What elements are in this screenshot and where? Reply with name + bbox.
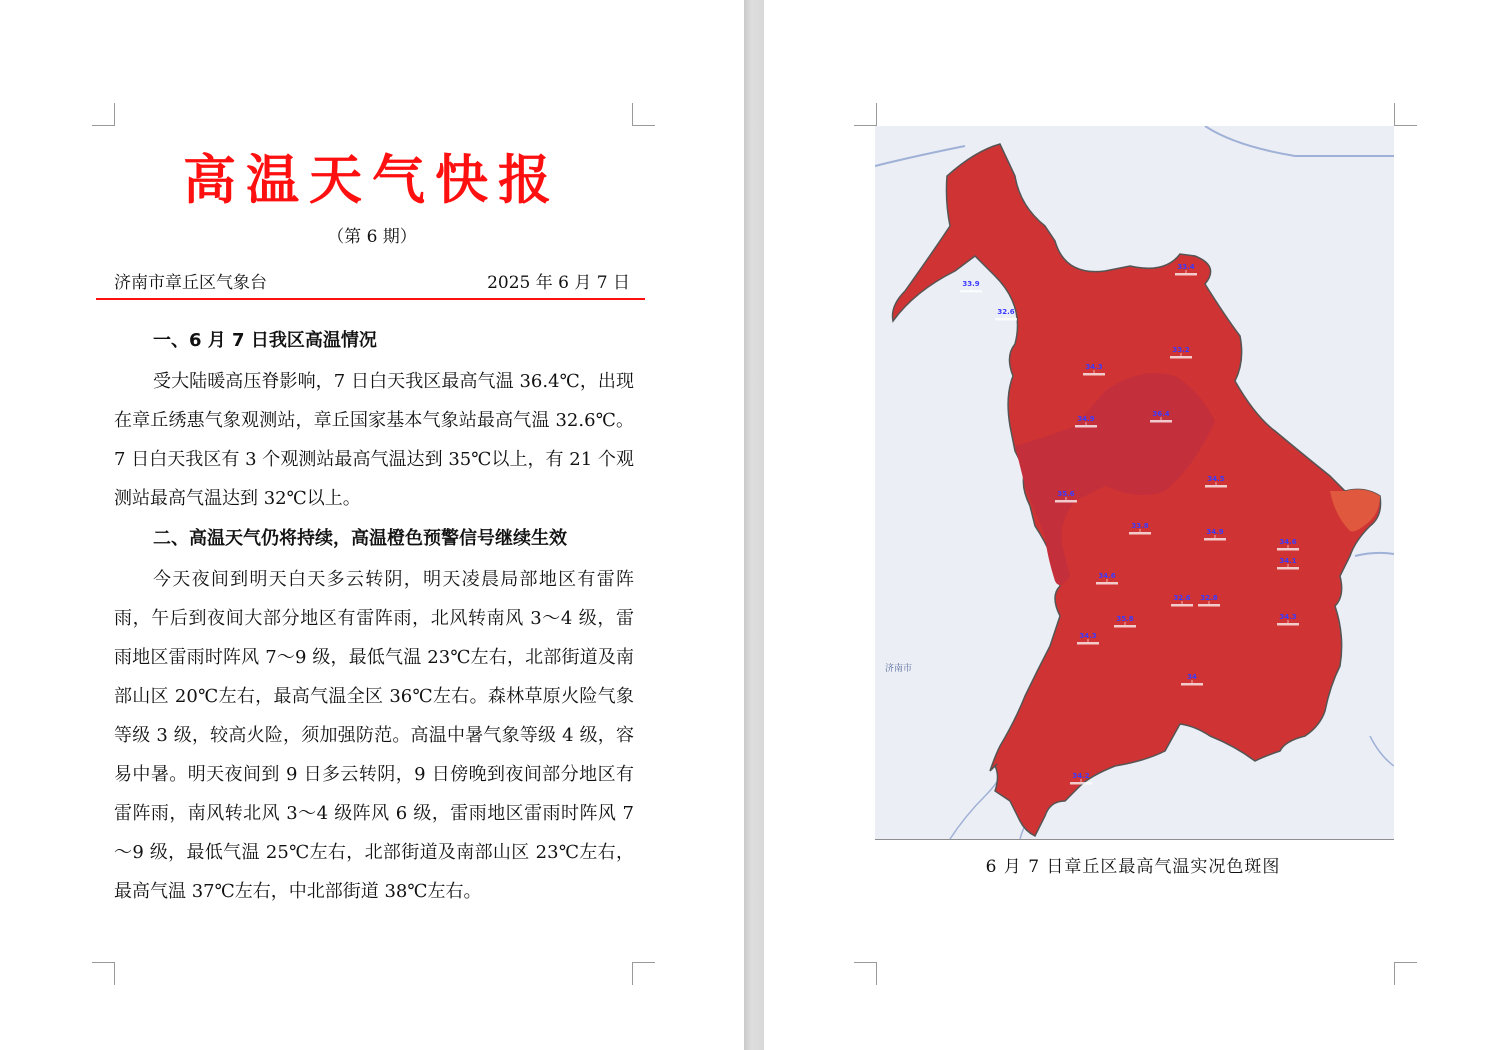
station-marker — [1075, 415, 1097, 428]
station-name-mark — [1277, 623, 1299, 626]
station-value: 33.9 — [962, 280, 980, 288]
page-right — [764, 0, 1502, 1050]
station-name-mark — [1198, 604, 1220, 607]
station-name-mark — [1175, 273, 1197, 276]
station-value: 34.6 — [1098, 572, 1116, 580]
bulletin-body — [114, 320, 634, 911]
river-line — [875, 146, 965, 166]
station-value: 33.8 — [1131, 522, 1149, 530]
map-caption: 6 月 7 日章丘区最高气温实况色斑图 — [985, 857, 1281, 877]
station-name-mark — [1150, 420, 1172, 423]
crop-mark — [1394, 103, 1417, 126]
red-divider — [96, 298, 645, 300]
station-value: 33.2 — [1172, 346, 1190, 354]
station-marker — [1171, 594, 1193, 607]
station-value: 32.6 — [1173, 594, 1191, 602]
crop-mark — [854, 103, 877, 126]
station-value: 34.5 — [1207, 475, 1225, 483]
station-value: 34.6 — [1279, 538, 1297, 546]
river-line — [1355, 553, 1394, 556]
station-marker — [1070, 772, 1092, 785]
issue-number: （第 6 期） — [327, 227, 417, 247]
station-value: 34.3 — [1085, 363, 1103, 371]
section2-paragraph: 今天夜间到明天白天多云转阴，明天凌晨局部地区有雷阵雨，午后到夜间大部分地区有雷阵雨，北风转南风 3～4 级，雷雨地区雷雨时阵风 7～9 级，最低气温 23℃左右，北部街道及南部山区 20℃左右，最高气温全区 36℃左右。森林草原火险气象等级 3 级，较高火险，须加强防范。高温中暑气象等级 4 级，容易中暑。明天夜间到 9 日多云转阴，9 日傍晚到夜间部分地区有雷阵雨，南风转北风 3～4 级阵风 6 级，雷雨地区雷雨时阵风 7～9 级，最低气温 25℃左右，北部街道及南部山区 23℃左右，最高气温 37℃左右，中北部街道 38℃左右。 — [114, 569, 634, 902]
page-gap — [744, 0, 764, 1050]
station-name-mark — [1070, 782, 1092, 785]
issue-date: 2025 年 6 月 7 日 — [487, 273, 630, 293]
crop-mark — [854, 962, 877, 985]
river-line — [1370, 736, 1394, 766]
station-name-mark — [1055, 500, 1077, 503]
station-value: 34.2 — [1072, 772, 1090, 780]
station-value: 33.4 — [1177, 263, 1195, 271]
station-marker — [1175, 263, 1197, 276]
station-name-mark — [1114, 625, 1136, 628]
station-value: 35.6 — [1057, 490, 1075, 498]
station-value: 34.9 — [1077, 415, 1095, 423]
issuing-agency: 济南市章丘区气象台 — [114, 273, 267, 293]
station-marker — [1205, 475, 1227, 488]
station-value: 34.3 — [1079, 632, 1097, 640]
city-label: 济南市 — [885, 664, 913, 674]
station-name-mark — [1075, 425, 1097, 428]
station-marker — [1114, 615, 1136, 628]
station-name-mark — [960, 290, 982, 293]
station-value: 34.9 — [1206, 528, 1224, 536]
station-name-mark — [995, 318, 1017, 321]
station-name-mark — [1083, 373, 1105, 376]
station-name-mark — [1181, 683, 1203, 686]
section2-heading: 二、高温天气仍将持续，高温橙色预警信号继续生效 — [153, 528, 567, 549]
station-marker — [1198, 594, 1220, 607]
station-name-mark — [1171, 604, 1193, 607]
station-name-mark — [1129, 532, 1151, 535]
page-left — [0, 0, 744, 1050]
station-name-mark — [1277, 567, 1299, 570]
crop-mark — [632, 103, 655, 126]
station-name-mark — [1277, 548, 1299, 551]
station-marker — [1096, 572, 1118, 585]
crop-mark — [632, 962, 655, 985]
station-marker — [1083, 363, 1105, 376]
station-name-mark — [1077, 642, 1099, 645]
station-value: 34 — [1187, 673, 1197, 681]
station-marker — [1277, 557, 1299, 570]
station-marker — [1204, 528, 1226, 541]
station-marker — [995, 308, 1017, 321]
station-name-mark — [1096, 582, 1118, 585]
station-name-mark — [1205, 485, 1227, 488]
station-value: 35.8 — [1116, 615, 1134, 623]
temperature-map-svg — [875, 126, 1394, 839]
temperature-map — [875, 126, 1394, 840]
station-value: 32.6 — [997, 308, 1015, 316]
station-marker — [1150, 410, 1172, 423]
bulletin-title: 高温天气快报 — [183, 149, 561, 211]
crop-mark — [92, 962, 115, 985]
station-marker — [1055, 490, 1077, 503]
station-value: 34.1 — [1279, 557, 1297, 565]
station-marker — [1277, 613, 1299, 626]
station-name-mark — [1204, 538, 1226, 541]
station-marker — [1277, 538, 1299, 551]
station-value: 34.3 — [1279, 613, 1297, 621]
section1-paragraph: 受大陆暖高压脊影响，7 日白天我区最高气温 36.4℃，出现在章丘绣惠气象观测站，章丘国家基本气象站最高气温 32.6℃。7 日白天我区有 3 个观测站最高气温达到 35℃以上，有 21 个观测站最高气温达到 32℃以上。 — [114, 371, 634, 509]
station-marker — [1129, 522, 1151, 535]
crop-mark — [1394, 962, 1417, 985]
station-marker — [960, 280, 982, 293]
station-name-mark — [1170, 356, 1192, 359]
river-line — [1205, 126, 1394, 156]
station-value: 32.8 — [1200, 594, 1218, 602]
station-marker — [1077, 632, 1099, 645]
station-marker — [1170, 346, 1192, 359]
station-value: 36.4 — [1152, 410, 1170, 418]
section1-heading: 一、6 月 7 日我区高温情况 — [153, 330, 377, 351]
crop-mark — [92, 103, 115, 126]
